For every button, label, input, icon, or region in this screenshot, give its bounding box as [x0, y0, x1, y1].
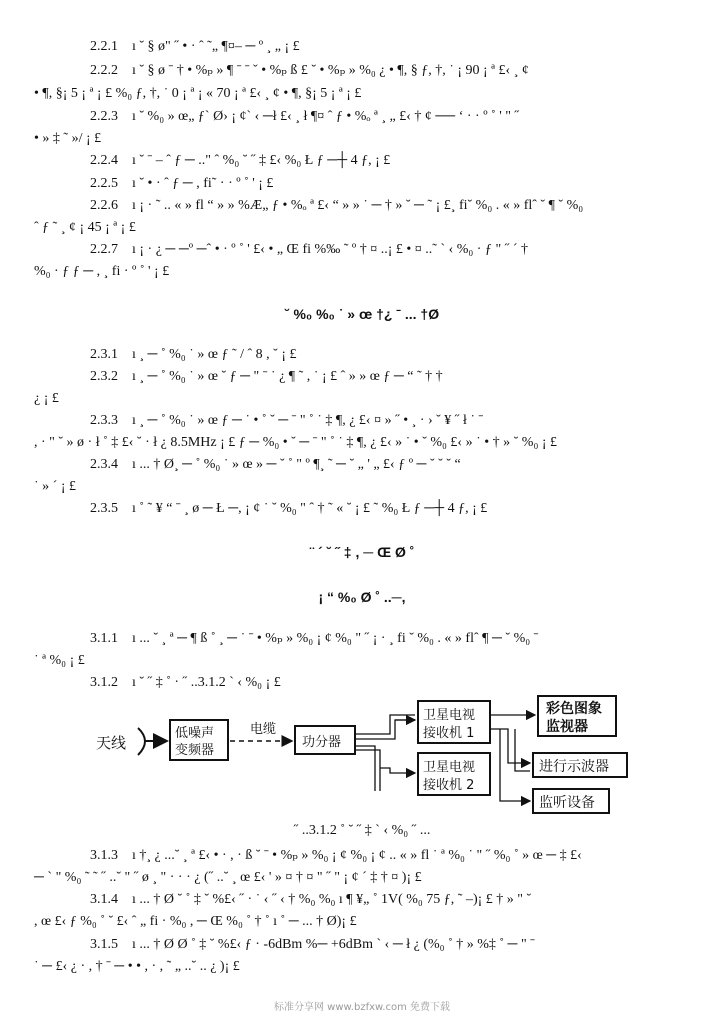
clause-number: 2.2.3	[90, 109, 118, 124]
clause-number: 3.1.5	[90, 937, 118, 952]
clause-2-2-2	[90, 62, 529, 80]
clause-2-2-1	[90, 38, 300, 56]
clause-3-1-3-continued	[34, 869, 422, 887]
clause-2-2-2-continued	[34, 85, 361, 103]
section-heading-3-1: ¡ “ %₀ Ø ˚ ..─,	[318, 589, 406, 605]
monitor-label-line2: 监视器	[546, 719, 588, 735]
clause-2-3-2-continued	[34, 390, 59, 408]
clause-3-1-5-continued	[34, 958, 240, 976]
clause-number: 3.1.4	[90, 892, 118, 907]
clause-2-3-5	[90, 500, 487, 518]
line-splitter-rx2-b	[355, 750, 380, 791]
clause-text: ı ˘ § ø ˉ † • %ₚ » ¶ ˉ ˉ ˇ • %ₚ ß £ ˘ • %ₚ » %₀ ¿ • ¶, § ƒ, †, ˙ ¡ 90 ¡ ª £‹ ¸ ¢	[132, 63, 529, 78]
clause-text: ı †¸ ¿ ...˘ ¸ ª £‹ • · , · ß ˘ ˉ • %ₚ » %₀ ¡ ¢ %₀ ¡ ¢ .. « » fl ˙ ª %₀ ˙ " ˝ %₀ ˚ » œ ─ ‡ £‹	[132, 848, 582, 863]
clause-text: ı ˘ ˝ ‡ ˚ · ˝ ..3.1.2 ` ‹ %₀ ¡ £	[132, 675, 281, 690]
clause-text: ı ... † Ø ˘ ˚ ‡ ˘ %£‹ ˝ · ˙ ‹ ˝ ‹ † %₀ %₀ ı ¶ ¥„ ˚ 1V( %₀ 75 ƒ, ˜ –)¡ £ † » " ˘	[132, 892, 532, 907]
scope-label: 进行示波器	[539, 759, 609, 775]
clause-3-1-1-continued	[34, 652, 85, 670]
clause-number: 2.2.6	[90, 198, 118, 213]
clause-text: ¿ ¡ £	[34, 391, 59, 406]
clause-number: 2.3.4	[90, 457, 118, 472]
clause-3-1-4-continued	[34, 913, 357, 931]
clause-text: ı ˘ § ø" ˝ • · ˆ ˜„ ¶¤– ─ º ¸ „ ¡ £	[132, 39, 300, 54]
clause-text: ı ¡ · ˜ .. « » fl “ » » %Æ„ ƒ • %ₒ ª £‹ “ » » ˙ ─ † » ˘ ─ ˜ ¡ £¸ fi˘ %₀ . « » flˆ ˘ ¶ ˘ %₀	[132, 198, 584, 213]
clause-3-1-4	[90, 891, 531, 909]
clause-2-3-4-continued	[34, 478, 76, 496]
clause-2-2-3	[90, 108, 519, 126]
clause-text: ı ¸ ─ ˚ %₀ ˙ » œ ƒ ─ ˙ • ˚ ˘ ─ ˉ " ˚ ˙ ‡ ¶, ¿ £‹ ¤ » ˝ • ¸ · › ˘ ¥ ˝ ł ˙ ˉ	[132, 413, 484, 428]
watermark-footer: 标准分享网 www.bzfxw.com 免费下载	[274, 1002, 450, 1013]
clause-number: 2.3.2	[90, 369, 118, 384]
figure-caption: ˝ ..3.1.2 ˚ ˘ ˝ ‡ ` ‹ %₀ ˝ ...	[293, 823, 431, 838]
clause-2-2-7	[90, 241, 528, 259]
clause-text: ˙ » ´ ¡ £	[34, 479, 76, 494]
audio-label: 监听设备	[539, 795, 595, 811]
clause-2-2-7-continued	[34, 263, 169, 281]
clause-2-3-3	[90, 412, 483, 430]
section-heading-2-3: ˘ %₀ %₀ ˙ » œ †¿ ˉ ... †Ø	[284, 306, 440, 322]
splitter-label: 功分器	[302, 735, 342, 750]
clause-number: 3.1.3	[90, 848, 118, 863]
clause-text: • ¶, §¡ 5 ¡ ª ¡ £ %₀ ƒ, †, ˙ 0 ¡ ª ¡ « 70 ¡ ª £‹ ¸ ¢ • ¶, §¡ 5 ¡ ª ¡ £	[34, 86, 362, 101]
arrow-rx1-scope	[490, 729, 530, 763]
clause-text: ı ˘ • · ˆ ƒ ─ , fi˜ · · º ˚ ' ¡ £	[132, 176, 274, 191]
clause-number: 2.2.7	[90, 242, 118, 257]
clause-text: ı ˘ %₀ » œ„ ƒ` Ø› ¡ ¢` ‹ ─ł £‹ ¸ ł ¶¤ ˆ ƒ • %ₒ ª ¸ „ £‹ † ¢ ── ‘ · · º ˚ ' " ˝	[132, 109, 520, 124]
clause-number: 2.3.3	[90, 413, 118, 428]
lnb-label-line2: 变频器	[175, 743, 215, 758]
clause-2-2-5	[90, 175, 273, 193]
clause-number: 2.2.4	[90, 153, 118, 168]
clause-number: 2.2.5	[90, 176, 118, 191]
receiver1-label-line2: 接收机 1	[423, 726, 475, 741]
clause-2-2-6-continued	[34, 219, 136, 237]
clause-text: %₀ · ƒ ƒ ─ , ¸ fi · º ˚ ' ¡ £	[34, 264, 170, 279]
clause-2-3-4	[90, 456, 461, 474]
clause-number: 3.1.2	[90, 675, 118, 690]
monitor-label-line1: 彩色图象	[546, 701, 602, 717]
clause-2-2-6	[90, 197, 583, 215]
antenna-dish-icon	[138, 728, 145, 755]
clause-2-2-3-continued	[34, 130, 101, 148]
clause-3-1-5	[90, 936, 535, 954]
test-setup-diagram	[90, 693, 650, 823]
clause-number: 2.3.5	[90, 501, 118, 516]
line-splitter-rx2-a	[355, 746, 375, 791]
receiver2-label-line1: 卫星电视	[423, 760, 476, 775]
clause-number: 2.2.1	[90, 39, 118, 54]
lnb-label-line1: 低噪声	[175, 726, 215, 741]
clause-text: ˆ ƒ ˜ ¸ ¢ ¡ 45 ¡ ª ¡ £	[34, 220, 136, 235]
line-rx1-scope-b	[515, 729, 530, 771]
line-splitter-rx1-a	[355, 715, 415, 734]
antenna-label: 天线	[96, 734, 127, 752]
clause-number: 2.3.1	[90, 347, 118, 362]
clause-text: ı ˘ ˉ – ˆ ƒ ─ .." ˆ %₀ ˘ ˝ ‡ £‹ %₀ Ł ƒ ─┼ 4 ƒ, ¡ £	[132, 153, 391, 168]
chapter-heading-3: ¨ ´ ˘ ˝ ‡ , ─ Œ Ø ˚	[309, 544, 415, 560]
clause-number: 2.2.2	[90, 63, 118, 78]
clause-text: ˙ ª %₀ ¡ £	[34, 653, 85, 668]
clause-text: ı ... † Ø Ø ˚ ‡ ˘ %£‹ ƒ · -6dBm %─ +6dBm ` ‹ ─ ł ¿ (%₀ ˚ † » %‡ ˚ ─ " ˉ	[132, 937, 535, 952]
clause-text: ˙ ─ £‹ ¿ · , † ˉ ─ • • , · , ˜ „ ..˘ .. ¿ )¡ £	[34, 959, 240, 974]
clause-3-1-3	[90, 847, 582, 865]
receiver1-label-line1: 卫星电视	[423, 708, 476, 723]
clause-text: ı ¡ · ¿ ─ ─º ─ˆ • · º ˚ ' £‹ • „ Œ fi %‰ ˜ º † ¤ ..¡ £ • ¤ ..˜ ` ‹ %₀ · ƒ " ˝ ´ †	[132, 242, 529, 257]
clause-text: • » ‡ ˜ »/ ¡ £	[34, 131, 102, 146]
clause-text: , œ £‹ ƒ %₀ ˚ ˘ £‹ ˆ „ fi · %₀ , ─ Œ %₀ ˚ † ˚ ı ˚ ─ ... † Ø)¡ £	[34, 914, 357, 929]
arrow-to-rx2	[380, 768, 415, 773]
clause-2-2-4	[90, 152, 390, 170]
clause-text: ı ˚ ˜ ¥ “ ˉ ¸ ø ─ Ł ─, ¡ ¢ ˙ ˘ %₀ " ˆ † ˜ « ˘ ¡ £ ˜ %₀ Ł ƒ ─┼ 4 ƒ, ¡ £	[132, 501, 488, 516]
clause-text: ─ ` " %₀ ˜ ˜ ˝ ..˘ " ˝ ø ¸ " · · · ¿ (˝ ..˘ ¸ œ £‹ ' » ¤ † ¤ " ˝ " ¡ ¢ ´ ‡ † ¤ )¡ £	[34, 870, 422, 885]
clause-text: ı ¸ ─ ˚ %₀ ˙ » œ ˘ ƒ ─ " ˉ ˙ ¿ ¶ ˜ , ˙ ¡ £ ˆ » » œ ƒ ─ “ ˜ † †	[132, 369, 443, 384]
clause-3-1-1	[90, 630, 538, 648]
clause-text: ı ... ˘ ¸ ª ─ ¶ ß ˚ ¸ ─ ˙ ˉ • %ₚ » %₀ ¡ ¢ %₀ " ˝ ¡ · ¸ fi ˘ %₀ . « » flˆ ¶ ─ ˘ %₀ ˉ	[132, 631, 539, 646]
line-splitter-rx1-b	[355, 720, 415, 739]
cable-label: 电缆	[250, 722, 277, 737]
clause-3-1-2	[90, 674, 281, 692]
clause-text: ı ... † Ø¸ ─ ˚ %₀ ˙ » œ » ─ ˘ ˚ " º ¶¸ ˜ ─ ˘ „ ' „ £‹ ƒ º ─ ˘ ˘ ˘ “	[132, 457, 461, 472]
receiver2-label-line2: 接收机 2	[423, 778, 475, 793]
clause-2-3-1	[90, 346, 297, 364]
clause-text: , · " ˘ » ø · ł ˚ ‡ £‹ ˘ · ł ¿ 8.5MHz ¡ £ ƒ ─ %₀ • ˘ ─ ˉ " ˚ ˙ ‡ ¶, ¿ £‹ » ˙ • ˘ %₀ £‹ » ˙ • † » ˘ %₀ ¡ £	[34, 435, 558, 450]
clause-text: ı ¸ ─ ˚ %₀ ˙ » œ ƒ ˜ / ˆ 8 , ˘ ¡ £	[132, 347, 297, 362]
clause-number: 3.1.1	[90, 631, 118, 646]
clause-2-3-2	[90, 368, 443, 386]
clause-2-3-3-continued	[34, 434, 557, 452]
